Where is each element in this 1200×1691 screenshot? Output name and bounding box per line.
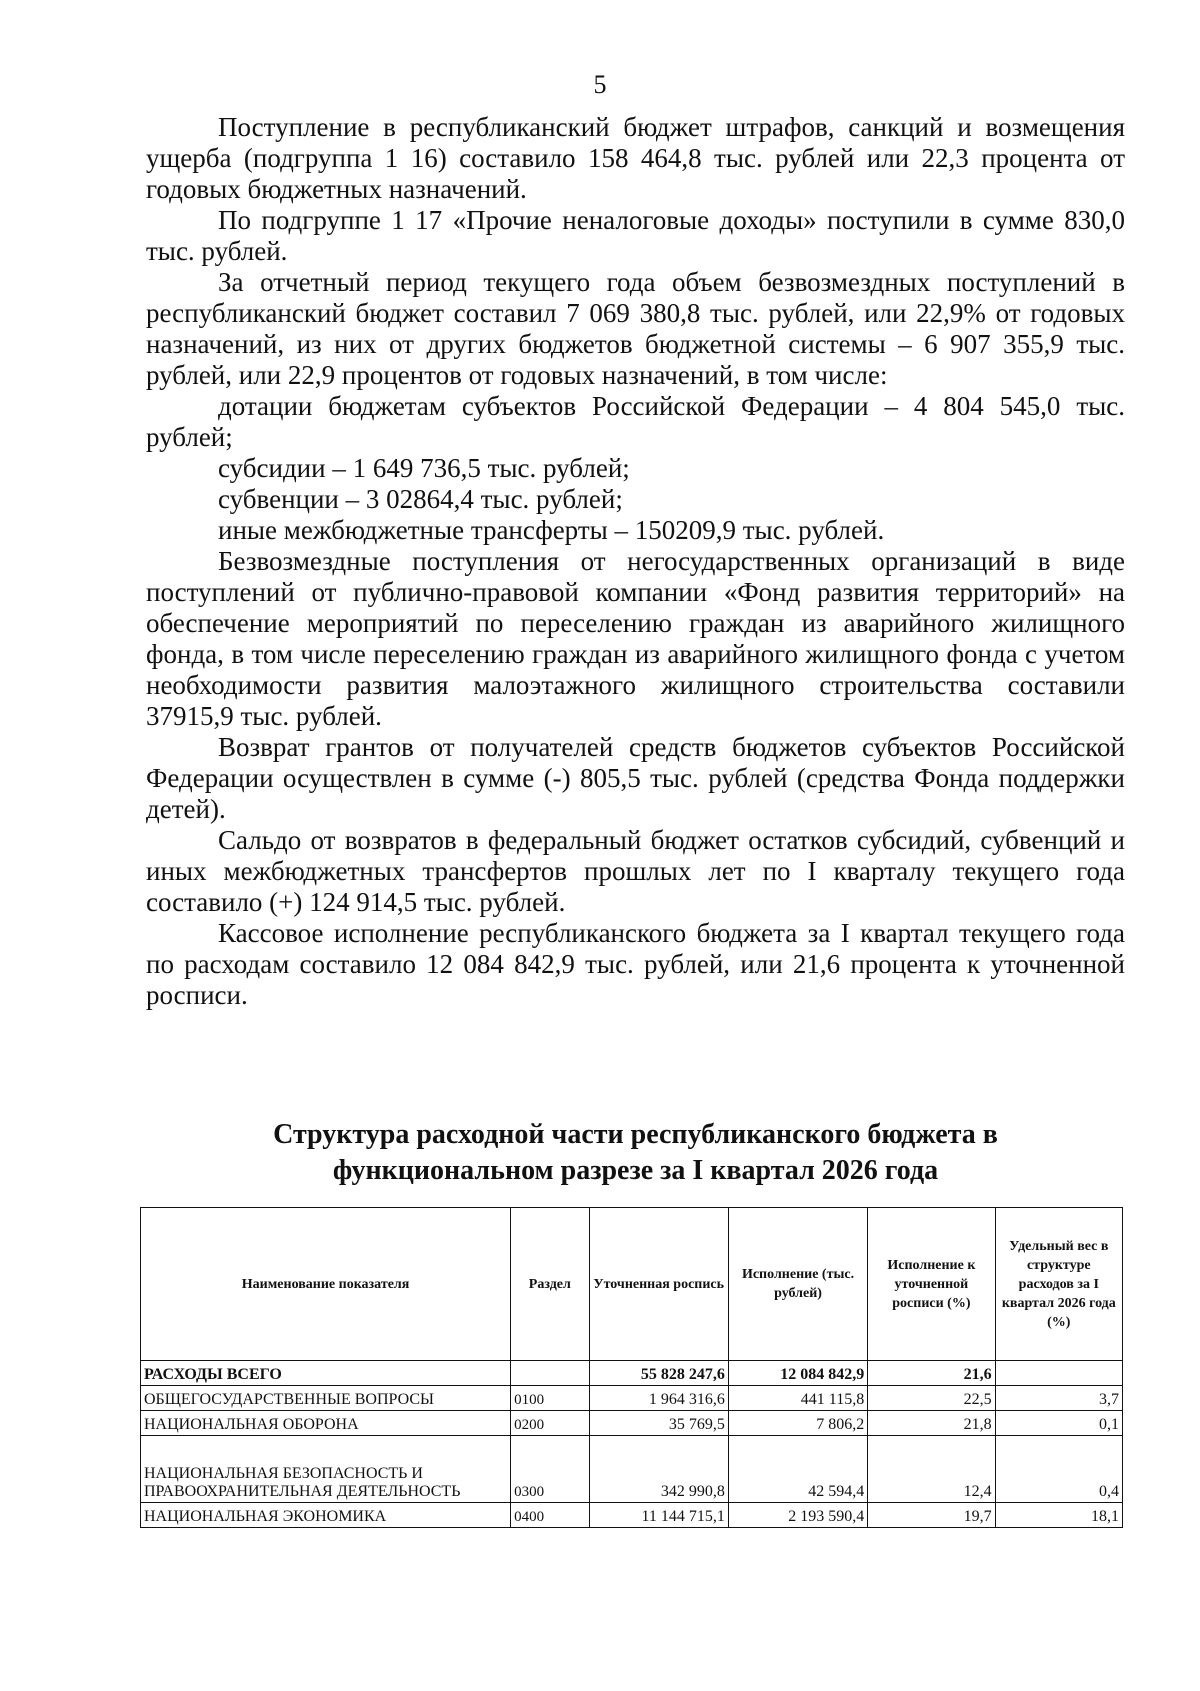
header-section: Раздел (511, 1208, 589, 1361)
row-name: ОБЩЕГОСУДАРСТВЕННЫЕ ВОПРОСЫ (141, 1386, 511, 1411)
header-execution: Исполнение (тыс. рублей) (728, 1208, 867, 1361)
table-title-line-2: функциональном разрезе за I квартал 2026 года (332, 1155, 939, 1186)
row-execution-percent: 12,4 (868, 1436, 995, 1503)
table-row (141, 1386, 1123, 1411)
table-title-line-1: Структура расходной части республиканского бюджета в (273, 1119, 998, 1150)
row-execution: 441 115,8 (728, 1386, 867, 1411)
row-execution-percent: 19,7 (868, 1503, 995, 1528)
paragraph-subventions: субвенции – 3 02864,4 тыс. рублей; (218, 484, 623, 514)
row-execution: 42 594,4 (728, 1436, 867, 1503)
table-header-row (141, 1208, 1123, 1361)
paragraph-other-income: По подгруппе 1 17 «Прочие неналоговые доходы» поступили в сумме 830,0 тыс. рублей. (146, 205, 1125, 266)
paragraph-balance: Сальдо от возвратов в федеральный бюджет остатков субсидий, субвенций и иных межбюджетных трансфертов прошлых лет по I кварталу текущего года составило (+) 124 914,5 тыс. рублей. (146, 825, 1125, 917)
paragraph-nongovernmental: Безвозмездные поступления от негосударственных организаций в виде поступлений от публично-правовой компании «Фонд развития территорий» на обеспечение мероприятий по переселению граждан из аварийного жилищного фонда, в том числе переселению граждан из аварийного жилищного фонда с учетом необходимости развития малоэтажного жилищного строительства составили 37915,9 тыс. рублей. (146, 546, 1125, 731)
row-section: 0300 (511, 1436, 589, 1503)
row-execution: 12 084 842,9 (728, 1361, 867, 1386)
paragraph-fines: Поступление в республиканский бюджет штрафов, санкций и возмещения ущерба (подгруппа 1 16) составило 158 464,8 тыс. рублей или 22,3 процента от годовых бюджетных назначений. (146, 112, 1125, 204)
paragraph-gratuitous-receipts: За отчетный период текущего года объем безвозмездных поступлений в республиканский бюджет составил 7 069 380,8 тыс. рублей, или 22,9% от годовых назначений, из них от других бюджетов бюджетной системы – 6 907 355,9 тыс. рублей, или 22,9 процентов от годовых назначений, в том числе: (146, 267, 1125, 390)
row-execution-percent: 21,8 (868, 1411, 995, 1436)
page-number: 5 (593, 70, 607, 99)
row-plan: 11 144 715,1 (589, 1503, 728, 1528)
row-plan: 55 828 247,6 (589, 1361, 728, 1386)
row-share: 0,4 (995, 1436, 1122, 1503)
row-execution: 7 806,2 (728, 1411, 867, 1436)
table-row (141, 1411, 1123, 1436)
paragraph-other-transfers: иные межбюджетные трансферты – 150209,9 тыс. рублей. (218, 515, 885, 545)
row-share: 18,1 (995, 1503, 1122, 1528)
header-share: Удельный вес в структуре расходов за I квартал 2026 года (%) (995, 1208, 1122, 1361)
header-refined-plan: Уточненная роспись (589, 1208, 728, 1361)
row-name: РАСХОДЫ ВСЕГО (141, 1361, 511, 1386)
row-execution-percent: 22,5 (868, 1386, 995, 1411)
paragraph-subsidies: субсидии – 1 649 736,5 тыс. рублей; (218, 453, 630, 483)
row-share: 3,7 (995, 1386, 1122, 1411)
table-row (141, 1361, 1123, 1386)
table-row (141, 1503, 1123, 1528)
row-section: 0400 (511, 1503, 589, 1528)
paragraph-grant-return: Возврат грантов от получателей средств бюджетов субъектов Российской Федерации осуществлен в сумме (-) 805,5 тыс. рублей (средства Фонда поддержки детей). (146, 732, 1125, 824)
row-execution: 2 193 590,4 (728, 1503, 867, 1528)
row-plan: 1 964 316,6 (589, 1386, 728, 1411)
row-plan: 35 769,5 (589, 1411, 728, 1436)
row-section: 0200 (511, 1411, 589, 1436)
row-execution-percent: 21,6 (868, 1361, 995, 1386)
table-title (146, 1117, 1125, 1189)
table-row (141, 1436, 1123, 1503)
row-share (995, 1361, 1122, 1386)
header-indicator-name: Наименование показателя (141, 1208, 511, 1361)
row-name: НАЦИОНАЛЬНАЯ ЭКОНОМИКА (141, 1503, 511, 1528)
paragraph-subsidies-grants: дотации бюджетам субъектов Российской Федерации – 4 804 545,0 тыс. рублей; (146, 391, 1125, 452)
row-plan: 342 990,8 (589, 1436, 728, 1503)
row-name: НАЦИОНАЛЬНАЯ ОБОРОНА (141, 1411, 511, 1436)
row-share: 0,1 (995, 1411, 1122, 1436)
row-section (511, 1361, 589, 1386)
row-name: НАЦИОНАЛЬНАЯ БЕЗОПАСНОСТЬ И ПРАВООХРАНИТЕЛЬНАЯ ДЕЯТЕЛЬНОСТЬ (141, 1436, 511, 1503)
row-section: 0100 (511, 1386, 589, 1411)
budget-structure-table (140, 1207, 1123, 1528)
paragraph-cash-execution: Кассовое исполнение республиканского бюджета за I квартал текущего года по расходам составило 12 084 842,9 тыс. рублей, или 21,6 процента к уточненной росписи. (146, 918, 1125, 1010)
body-text (146, 112, 1125, 1011)
header-execution-percent: Исполнение к уточненной росписи (%) (868, 1208, 995, 1361)
